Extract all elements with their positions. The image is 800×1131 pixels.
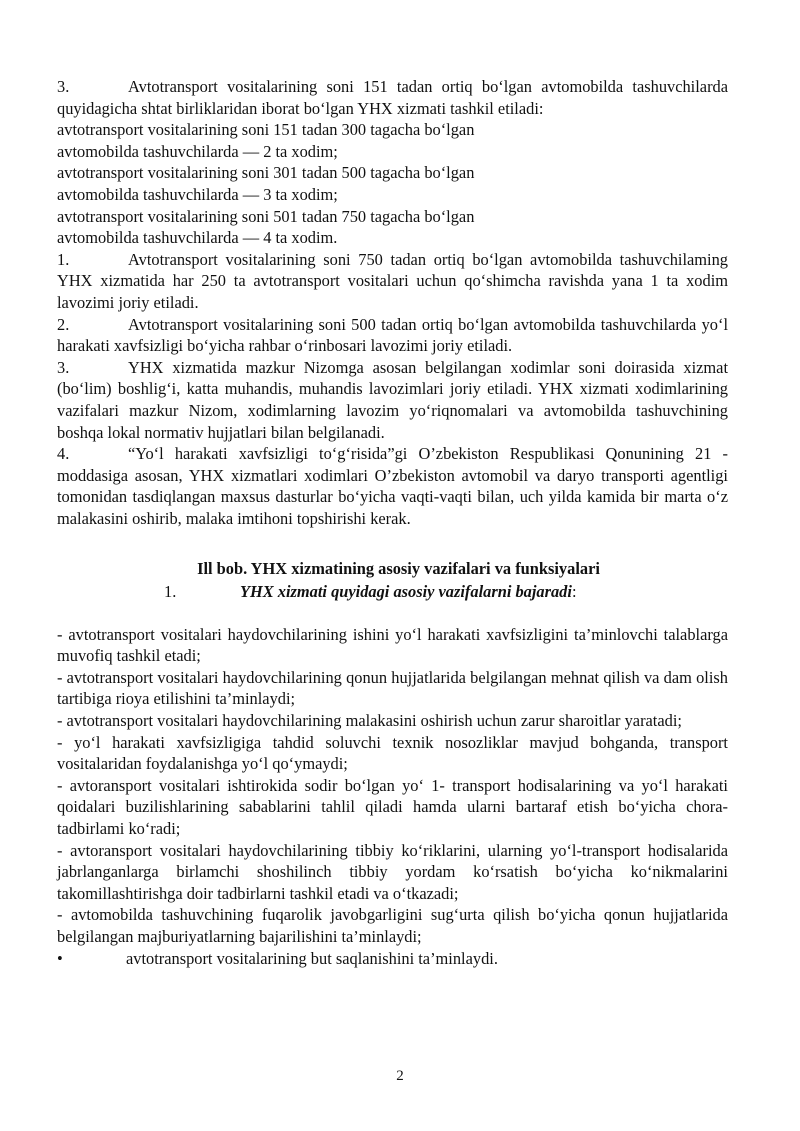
paragraph-text: “Yo‘l harakati xavfsizligi to‘g‘risida”gi O’zbekiston Respublikasi Qonunining 21 - moddasiga asosan, YHX xizmatlari xodimlari O’zbekiston avtomobil va daryo transporti agentligi tomonidan tasdiqlangan maxsus dasturlar bo‘yicha vaqti-vaqti bilan, uch yilda kamida bir marta o‘z malakasini oshirib, malaka imtihoni topshirishi kerak. [57,444,728,528]
paragraph-number: 3. [57,357,70,377]
spacer [57,603,728,624]
subtitle-colon: : [571,582,577,602]
duty-item-bulleted [57,948,728,970]
paragraph-number: 1. [57,249,70,269]
paragraph-number: 2. [57,314,70,334]
paragraph-text: Avtotransport vositalarining soni 500 tadan ortiq bo‘lgan avtomobilda tashuvchilarda yo‘l harakati xavfsizligi bo‘yicha rahbar o‘rinbosari lavozimi joriy etiladi. [57,314,728,356]
paragraph-number: 4. [57,444,70,464]
paragraph-3-staff-units [57,76,728,119]
chapter-subtitle [164,581,728,603]
paragraph-text: Avtotransport vositalarining soni 750 tadan ortiq bo‘lgan avtomobilda tashuvchilaming YHX xizmatida har 250 ta avtotransport vositalari uchun qo‘shimcha ravishda yana 1 ta xodim lavozimi joriy etiladi. [57,249,728,312]
subtitle-number: 1. [164,582,177,602]
paragraph-number: 3. [57,77,70,96]
duty-item: - avtoransport vositalari haydovchilarining tibbiy ko‘riklarini, ularning yo‘l-transport hodisalarida jabrlanganlarga birlamchi shoshilinch tibbiy yordam ko‘rsatish bo‘yicha ko‘nikmalarini takomillashtirishga doir tadbirlarni tashkil etadi va o‘tkazadi; [57,840,728,903]
duty-item: - avtoransport vositalari ishtirokida sodir bo‘lgan yo‘ 1- transport hodisalarining va yo‘l harakati qoidalari buzilishlarining sabablarini tahlil qiladi hamda ularni bartaraf etish bo‘yicha chora-tadbirlami ko‘radi; [57,775,728,838]
staff-line: avtotransport vositalarining soni 301 tadan 500 tagacha bo‘lgan [57,163,475,183]
duty-item: - yo‘l harakati xavfsizligiga tahdid soluvchi texnik nosozliklar mavjud bohganda, transport vositalaridan foydalanishga yo‘l qo‘ymaydi; [57,732,728,774]
subtitle-text: YHX xizmati quyidagi asosiy vazifalarni bajaradi [240,582,572,602]
duty-item: - avtotransport vositalari haydovchilarining ishini yo‘l harakati xavfsizligini ta’minlovchi talablarga muvofiq tashkil etadi; [57,624,728,666]
bullet-icon: • [57,948,63,968]
staff-line: avtomobilda tashuvchilarda — 3 ta xodim; [57,184,338,204]
paragraph-text: Avtotransport vositalarining soni 151 tadan ortiq bo‘lgan avtomobilda tashuvchilarda quyidagicha shtat birliklaridan iborat bo‘lgan YHX xizmati tashkil etiladi: [57,77,728,118]
staff-line: avtomobilda tashuvchilarda — 4 ta xodim. [57,228,338,248]
duty-item: - avtomobilda tashuvchining fuqarolik javobgarligini sug‘urta qilish bo‘yicha qonun hujjatlarida belgilangan majburiyatlarning bajarilishini ta’minlaydi; [57,905,728,946]
staff-line: avtomobilda tashuvchilarda — 2 ta xodim; [57,141,338,161]
duty-item: - avtotransport vositalari haydovchilarining qonun hujjatlarida belgilangan mehnat qilish va dam olish tartibiga rioya etilishini ta’minlaydi; [57,667,728,709]
numbered-paragraph [57,249,728,314]
page-number: 2 [396,1068,404,1084]
numbered-paragraph [57,314,728,357]
duty-text: avtotransport vositalarining but saqlanishini ta’minlaydi. [126,948,498,968]
duty-item: - avtotransport vositalari haydovchilarining malakasini oshirish uchun zarur sharoitlar yaratadi; [57,711,682,731]
staff-line: avtotransport vositalarining soni 501 tadan 750 tagacha bo‘lgan [57,206,475,226]
chapter-title: Ill bob. YHX xizmatining asosiy vazifalari va funksiyalari [197,559,600,579]
staff-line: avtotransport vositalarining soni 151 tadan 300 tagacha bo‘lgan [57,120,475,140]
paragraph-text: YHX xizmatida mazkur Nizomga asosan belgilangan xodimlar soni doirasida xizmat (bo‘lim) boshlig‘i, katta muhandis, muhandis lavozimlari joriy etiladi. YHX xizmati xodimlarining vazifalari mazkur Nizom, xodimlarning lavozim yo‘riqnomalari va avtomobilda tashuvchining boshqa lokal normativ hujjatlari bilan belgilanadi. [57,357,728,442]
numbered-paragraph [57,357,728,443]
numbered-paragraph [57,443,728,529]
